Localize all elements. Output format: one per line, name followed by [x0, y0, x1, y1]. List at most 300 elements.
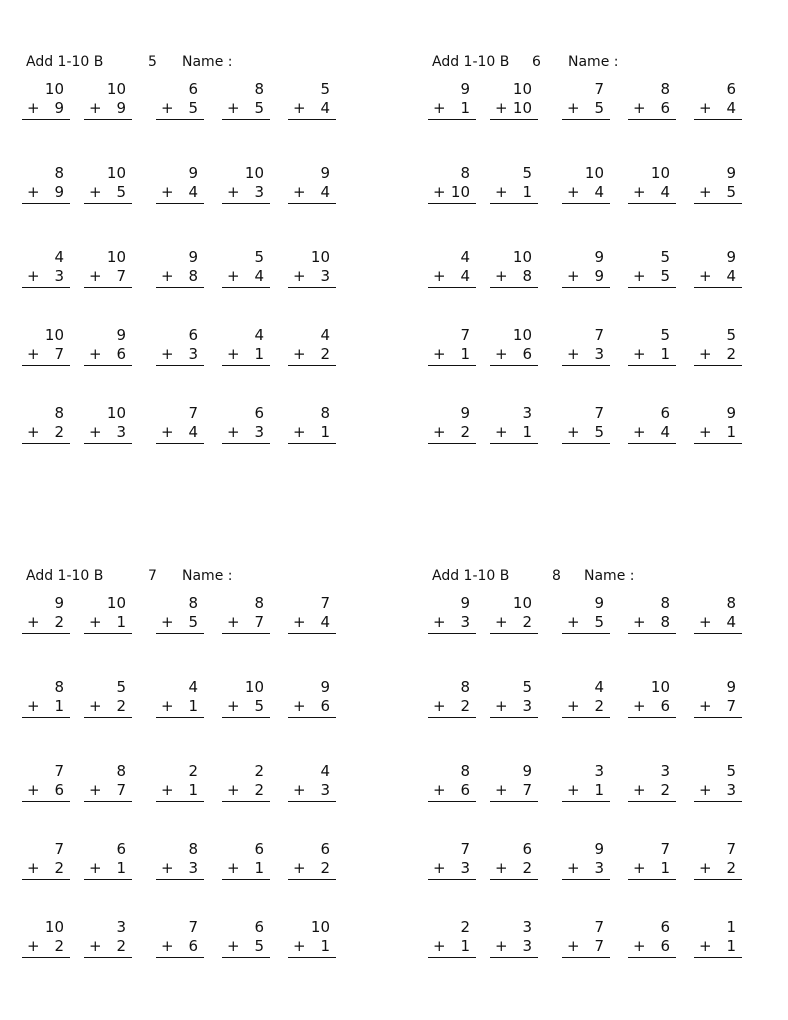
- addend-bottom: 1: [522, 423, 532, 441]
- addend-bottom: 1: [522, 183, 532, 201]
- addend-top: 6: [116, 840, 126, 858]
- plus-sign: +: [161, 267, 174, 285]
- addend-top: 4: [54, 248, 64, 266]
- addend-top: 5: [660, 248, 670, 266]
- addend-bottom: 2: [320, 345, 330, 363]
- addition-problem: [222, 762, 270, 802]
- addition-problem: [288, 164, 336, 204]
- addition-problem: [428, 404, 476, 444]
- worksheet-header: [26, 568, 356, 588]
- addend-bottom-line: [156, 99, 204, 120]
- plus-sign: +: [633, 937, 646, 955]
- addition-problem: [562, 164, 610, 204]
- addend-bottom: 1: [460, 345, 470, 363]
- plus-sign: +: [495, 99, 508, 117]
- addend-top: 5: [116, 678, 126, 696]
- plus-sign: +: [89, 183, 102, 201]
- addend-top: 9: [188, 164, 198, 182]
- plus-sign: +: [633, 345, 646, 363]
- addend-bottom-line: [428, 423, 476, 444]
- addend-top: 8: [320, 404, 330, 422]
- addend-bottom: 10: [450, 183, 470, 201]
- addend-top: 9: [460, 594, 470, 612]
- addition-problem: [694, 248, 742, 288]
- addition-problem: [694, 326, 742, 366]
- addend-top: 6: [660, 918, 670, 936]
- addend-bottom: 4: [188, 423, 198, 441]
- addend-bottom: 4: [320, 183, 330, 201]
- addend-bottom-line: [628, 345, 676, 366]
- addend-top: 6: [320, 840, 330, 858]
- addend-top: 1: [726, 918, 736, 936]
- addend-bottom: 4: [726, 267, 736, 285]
- plus-sign: +: [227, 859, 240, 877]
- addend-top: 3: [522, 404, 532, 422]
- addend-top: 9: [54, 594, 64, 612]
- plus-sign: +: [161, 423, 174, 441]
- addend-bottom-line: [84, 345, 132, 366]
- plus-sign: +: [495, 345, 508, 363]
- addend-top: 5: [726, 762, 736, 780]
- addition-problem: [628, 248, 676, 288]
- worksheet-title: Add 1-10 B: [26, 568, 104, 584]
- addend-bottom: 3: [254, 183, 264, 201]
- addend-bottom: 7: [522, 781, 532, 799]
- plus-sign: +: [633, 267, 646, 285]
- addition-problem: [222, 840, 270, 880]
- addend-bottom: 2: [54, 613, 64, 631]
- addend-bottom-line: [288, 859, 336, 880]
- worksheet-number: 6: [532, 54, 541, 70]
- addend-top: 6: [726, 80, 736, 98]
- worksheet-title: Add 1-10 B: [432, 54, 510, 70]
- plus-sign: +: [89, 859, 102, 877]
- plus-sign: +: [27, 781, 40, 799]
- addend-bottom-line: [562, 859, 610, 880]
- addend-top: 9: [726, 404, 736, 422]
- addend-top: 9: [726, 678, 736, 696]
- addend-bottom-line: [628, 781, 676, 802]
- addend-top: 10: [44, 326, 64, 344]
- addend-bottom: 7: [726, 697, 736, 715]
- plus-sign: +: [27, 613, 40, 631]
- addend-bottom-line: [490, 267, 538, 288]
- plus-sign: +: [699, 937, 712, 955]
- addend-top: 5: [522, 678, 532, 696]
- addend-top: 10: [512, 594, 532, 612]
- worksheet-number: 7: [148, 568, 157, 584]
- plus-sign: +: [433, 267, 446, 285]
- addend-bottom: 1: [116, 613, 126, 631]
- plus-sign: +: [567, 937, 580, 955]
- addend-bottom-line: [222, 859, 270, 880]
- plus-sign: +: [227, 267, 240, 285]
- addition-problem: [490, 840, 538, 880]
- plus-sign: +: [27, 99, 40, 117]
- addend-top: 8: [460, 164, 470, 182]
- addition-problem: [428, 80, 476, 120]
- addition-problem: [562, 248, 610, 288]
- plus-sign: +: [433, 99, 446, 117]
- plus-sign: +: [495, 423, 508, 441]
- addition-problem: [22, 326, 70, 366]
- addend-bottom-line: [156, 937, 204, 958]
- addend-bottom: 2: [54, 937, 64, 955]
- addition-problem: [84, 248, 132, 288]
- addend-bottom-line: [694, 697, 742, 718]
- addend-bottom-line: [288, 423, 336, 444]
- addend-bottom-line: [628, 99, 676, 120]
- addend-bottom: 3: [54, 267, 64, 285]
- addend-bottom-line: [628, 937, 676, 958]
- addend-bottom-line: [84, 99, 132, 120]
- addition-problem: [628, 762, 676, 802]
- addend-bottom: 2: [320, 859, 330, 877]
- addend-top: 9: [460, 404, 470, 422]
- addition-problem: [428, 918, 476, 958]
- addend-bottom: 4: [320, 613, 330, 631]
- plus-sign: +: [699, 267, 712, 285]
- addition-problem: [562, 678, 610, 718]
- plus-sign: +: [89, 781, 102, 799]
- addend-top: 10: [244, 678, 264, 696]
- addend-bottom: 1: [726, 423, 736, 441]
- addition-problem: [22, 404, 70, 444]
- addend-top: 6: [660, 404, 670, 422]
- plus-sign: +: [433, 781, 446, 799]
- plus-sign: +: [567, 859, 580, 877]
- addition-problem: [628, 326, 676, 366]
- addition-problem: [222, 164, 270, 204]
- addend-bottom-line: [156, 345, 204, 366]
- plus-sign: +: [161, 99, 174, 117]
- addend-bottom-line: [428, 613, 476, 634]
- addition-problem: [562, 326, 610, 366]
- addend-bottom: 10: [512, 99, 532, 117]
- plus-sign: +: [293, 183, 306, 201]
- worksheet-number: 5: [148, 54, 157, 70]
- addend-bottom: 7: [54, 345, 64, 363]
- addend-bottom: 3: [188, 345, 198, 363]
- addend-bottom-line: [288, 267, 336, 288]
- addition-problem: [694, 762, 742, 802]
- worksheet-number: 8: [552, 568, 561, 584]
- addition-problem: [222, 326, 270, 366]
- addend-bottom: 4: [460, 267, 470, 285]
- plus-sign: +: [433, 423, 446, 441]
- plus-sign: +: [227, 781, 240, 799]
- addend-top: 8: [188, 594, 198, 612]
- addend-bottom: 7: [116, 267, 126, 285]
- addend-bottom: 1: [460, 99, 470, 117]
- addend-bottom-line: [490, 697, 538, 718]
- addend-bottom-line: [84, 613, 132, 634]
- addend-top: 6: [522, 840, 532, 858]
- plus-sign: +: [161, 937, 174, 955]
- addend-bottom: 2: [594, 697, 604, 715]
- addend-top: 10: [310, 918, 330, 936]
- addend-top: 4: [460, 248, 470, 266]
- addition-problem: [694, 678, 742, 718]
- worksheet-title: Add 1-10 B: [432, 568, 510, 584]
- addend-bottom-line: [156, 859, 204, 880]
- addition-problem: [628, 80, 676, 120]
- addition-problem: [428, 840, 476, 880]
- addend-bottom: 1: [188, 697, 198, 715]
- addend-top: 9: [188, 248, 198, 266]
- addend-bottom-line: [490, 937, 538, 958]
- addend-bottom: 3: [320, 781, 330, 799]
- addend-bottom: 1: [660, 345, 670, 363]
- addend-bottom-line: [490, 345, 538, 366]
- addend-bottom-line: [428, 697, 476, 718]
- addend-bottom: 3: [320, 267, 330, 285]
- plus-sign: +: [567, 183, 580, 201]
- name-label: Name :: [182, 54, 233, 70]
- addend-bottom-line: [490, 99, 538, 120]
- addition-problem: [490, 594, 538, 634]
- addition-problem: [22, 840, 70, 880]
- addend-bottom: 1: [594, 781, 604, 799]
- addend-top: 7: [54, 762, 64, 780]
- addend-bottom-line: [222, 183, 270, 204]
- plus-sign: +: [293, 937, 306, 955]
- addition-problem: [428, 164, 476, 204]
- addend-bottom-line: [222, 697, 270, 718]
- plus-sign: +: [161, 859, 174, 877]
- addend-bottom: 4: [660, 423, 670, 441]
- addend-bottom-line: [428, 183, 476, 204]
- plus-sign: +: [495, 937, 508, 955]
- plus-sign: +: [27, 183, 40, 201]
- addition-problem: [288, 404, 336, 444]
- addend-top: 9: [116, 326, 126, 344]
- addend-bottom-line: [694, 345, 742, 366]
- addend-top: 8: [54, 404, 64, 422]
- plus-sign: +: [433, 697, 446, 715]
- addend-top: 8: [660, 80, 670, 98]
- addend-top: 7: [594, 326, 604, 344]
- addend-bottom: 1: [54, 697, 64, 715]
- addend-top: 7: [460, 326, 470, 344]
- addend-bottom: 6: [320, 697, 330, 715]
- addend-top: 3: [660, 762, 670, 780]
- addend-bottom-line: [222, 267, 270, 288]
- plus-sign: +: [633, 99, 646, 117]
- addition-problem: [288, 326, 336, 366]
- addend-top: 10: [106, 594, 126, 612]
- plus-sign: +: [433, 613, 446, 631]
- addend-top: 3: [594, 762, 604, 780]
- addend-bottom-line: [428, 99, 476, 120]
- addend-top: 7: [660, 840, 670, 858]
- addend-bottom: 7: [594, 937, 604, 955]
- addend-top: 7: [594, 404, 604, 422]
- addend-bottom: 5: [726, 183, 736, 201]
- addend-top: 4: [320, 326, 330, 344]
- addend-bottom: 2: [726, 859, 736, 877]
- addend-bottom-line: [428, 345, 476, 366]
- addend-top: 8: [460, 678, 470, 696]
- plus-sign: +: [699, 697, 712, 715]
- addend-bottom: 1: [726, 937, 736, 955]
- addition-problem: [156, 762, 204, 802]
- addition-problem: [694, 404, 742, 444]
- addend-bottom: 5: [116, 183, 126, 201]
- addend-bottom-line: [490, 781, 538, 802]
- addition-problem: [628, 594, 676, 634]
- addend-bottom: 2: [522, 613, 532, 631]
- addend-top: 5: [660, 326, 670, 344]
- addend-top: 5: [320, 80, 330, 98]
- addend-top: 10: [106, 404, 126, 422]
- plus-sign: +: [293, 345, 306, 363]
- addend-bottom-line: [22, 613, 70, 634]
- worksheet: [26, 54, 356, 474]
- plus-sign: +: [699, 345, 712, 363]
- addition-problem: [222, 918, 270, 958]
- addition-problem: [628, 678, 676, 718]
- plus-sign: +: [293, 267, 306, 285]
- addend-bottom: 3: [594, 345, 604, 363]
- addend-bottom: 4: [660, 183, 670, 201]
- addend-top: 2: [188, 762, 198, 780]
- addend-bottom-line: [562, 267, 610, 288]
- addend-bottom: 5: [188, 613, 198, 631]
- addition-problem: [156, 840, 204, 880]
- addend-bottom: 2: [522, 859, 532, 877]
- addend-top: 10: [106, 248, 126, 266]
- plus-sign: +: [699, 99, 712, 117]
- addend-bottom: 9: [116, 99, 126, 117]
- plus-sign: +: [567, 613, 580, 631]
- addition-problem: [156, 326, 204, 366]
- addend-bottom: 3: [188, 859, 198, 877]
- addend-bottom: 4: [188, 183, 198, 201]
- addend-top: 5: [254, 248, 264, 266]
- addend-top: 4: [320, 762, 330, 780]
- addition-problem: [628, 918, 676, 958]
- addend-bottom-line: [562, 345, 610, 366]
- addend-bottom-line: [428, 267, 476, 288]
- addend-top: 8: [254, 594, 264, 612]
- plus-sign: +: [27, 423, 40, 441]
- name-label: Name :: [182, 568, 233, 584]
- plus-sign: +: [227, 697, 240, 715]
- addend-bottom: 7: [116, 781, 126, 799]
- addend-top: 5: [522, 164, 532, 182]
- addend-bottom: 8: [660, 613, 670, 631]
- addition-problem: [288, 840, 336, 880]
- addition-problem: [22, 164, 70, 204]
- addend-bottom-line: [490, 183, 538, 204]
- addend-top: 9: [726, 248, 736, 266]
- addition-problem: [222, 80, 270, 120]
- addend-bottom-line: [84, 781, 132, 802]
- addend-bottom-line: [628, 697, 676, 718]
- plus-sign: +: [699, 613, 712, 631]
- addend-bottom: 1: [116, 859, 126, 877]
- addend-top: 10: [512, 326, 532, 344]
- addend-bottom-line: [288, 99, 336, 120]
- addend-bottom-line: [156, 613, 204, 634]
- addend-bottom: 6: [660, 697, 670, 715]
- addend-bottom-line: [562, 183, 610, 204]
- addend-bottom-line: [628, 183, 676, 204]
- addition-problem: [222, 594, 270, 634]
- addend-bottom: 1: [320, 937, 330, 955]
- addition-problem: [694, 594, 742, 634]
- addend-top: 3: [522, 918, 532, 936]
- addend-bottom: 2: [54, 859, 64, 877]
- addend-top: 8: [254, 80, 264, 98]
- addition-problem: [156, 80, 204, 120]
- addend-top: 10: [512, 248, 532, 266]
- addend-bottom-line: [694, 267, 742, 288]
- addend-top: 8: [188, 840, 198, 858]
- addend-top: 10: [244, 164, 264, 182]
- addend-top: 7: [188, 918, 198, 936]
- addend-bottom-line: [694, 183, 742, 204]
- addend-bottom: 8: [188, 267, 198, 285]
- addend-top: 6: [254, 840, 264, 858]
- addend-bottom: 5: [594, 613, 604, 631]
- plus-sign: +: [633, 859, 646, 877]
- addend-top: 4: [594, 678, 604, 696]
- addend-top: 10: [512, 80, 532, 98]
- addend-bottom: 6: [660, 937, 670, 955]
- plus-sign: +: [27, 267, 40, 285]
- addition-problem: [428, 248, 476, 288]
- addition-problem: [22, 762, 70, 802]
- addition-problem: [562, 80, 610, 120]
- addend-bottom-line: [288, 781, 336, 802]
- addend-top: 4: [254, 326, 264, 344]
- addend-top: 10: [44, 80, 64, 98]
- addend-top: 10: [44, 918, 64, 936]
- plus-sign: +: [633, 423, 646, 441]
- addend-bottom: 2: [726, 345, 736, 363]
- addend-top: 9: [594, 594, 604, 612]
- addend-bottom: 5: [254, 697, 264, 715]
- plus-sign: +: [227, 613, 240, 631]
- addend-bottom: 5: [594, 423, 604, 441]
- plus-sign: +: [567, 781, 580, 799]
- addition-problem: [562, 840, 610, 880]
- addend-bottom-line: [428, 859, 476, 880]
- addition-problem: [156, 678, 204, 718]
- addition-problem: [628, 164, 676, 204]
- name-label: Name :: [584, 568, 635, 584]
- addend-bottom: 5: [660, 267, 670, 285]
- plus-sign: +: [433, 937, 446, 955]
- plus-sign: +: [89, 423, 102, 441]
- plus-sign: +: [89, 937, 102, 955]
- plus-sign: +: [699, 859, 712, 877]
- addend-bottom-line: [222, 613, 270, 634]
- plus-sign: +: [567, 99, 580, 117]
- plus-sign: +: [27, 937, 40, 955]
- addend-bottom-line: [490, 859, 538, 880]
- addition-problem: [490, 678, 538, 718]
- plus-sign: +: [699, 423, 712, 441]
- addition-problem: [694, 80, 742, 120]
- addend-top: 9: [522, 762, 532, 780]
- plus-sign: +: [567, 423, 580, 441]
- addend-bottom: 5: [254, 937, 264, 955]
- addition-problem: [22, 594, 70, 634]
- plus-sign: +: [89, 345, 102, 363]
